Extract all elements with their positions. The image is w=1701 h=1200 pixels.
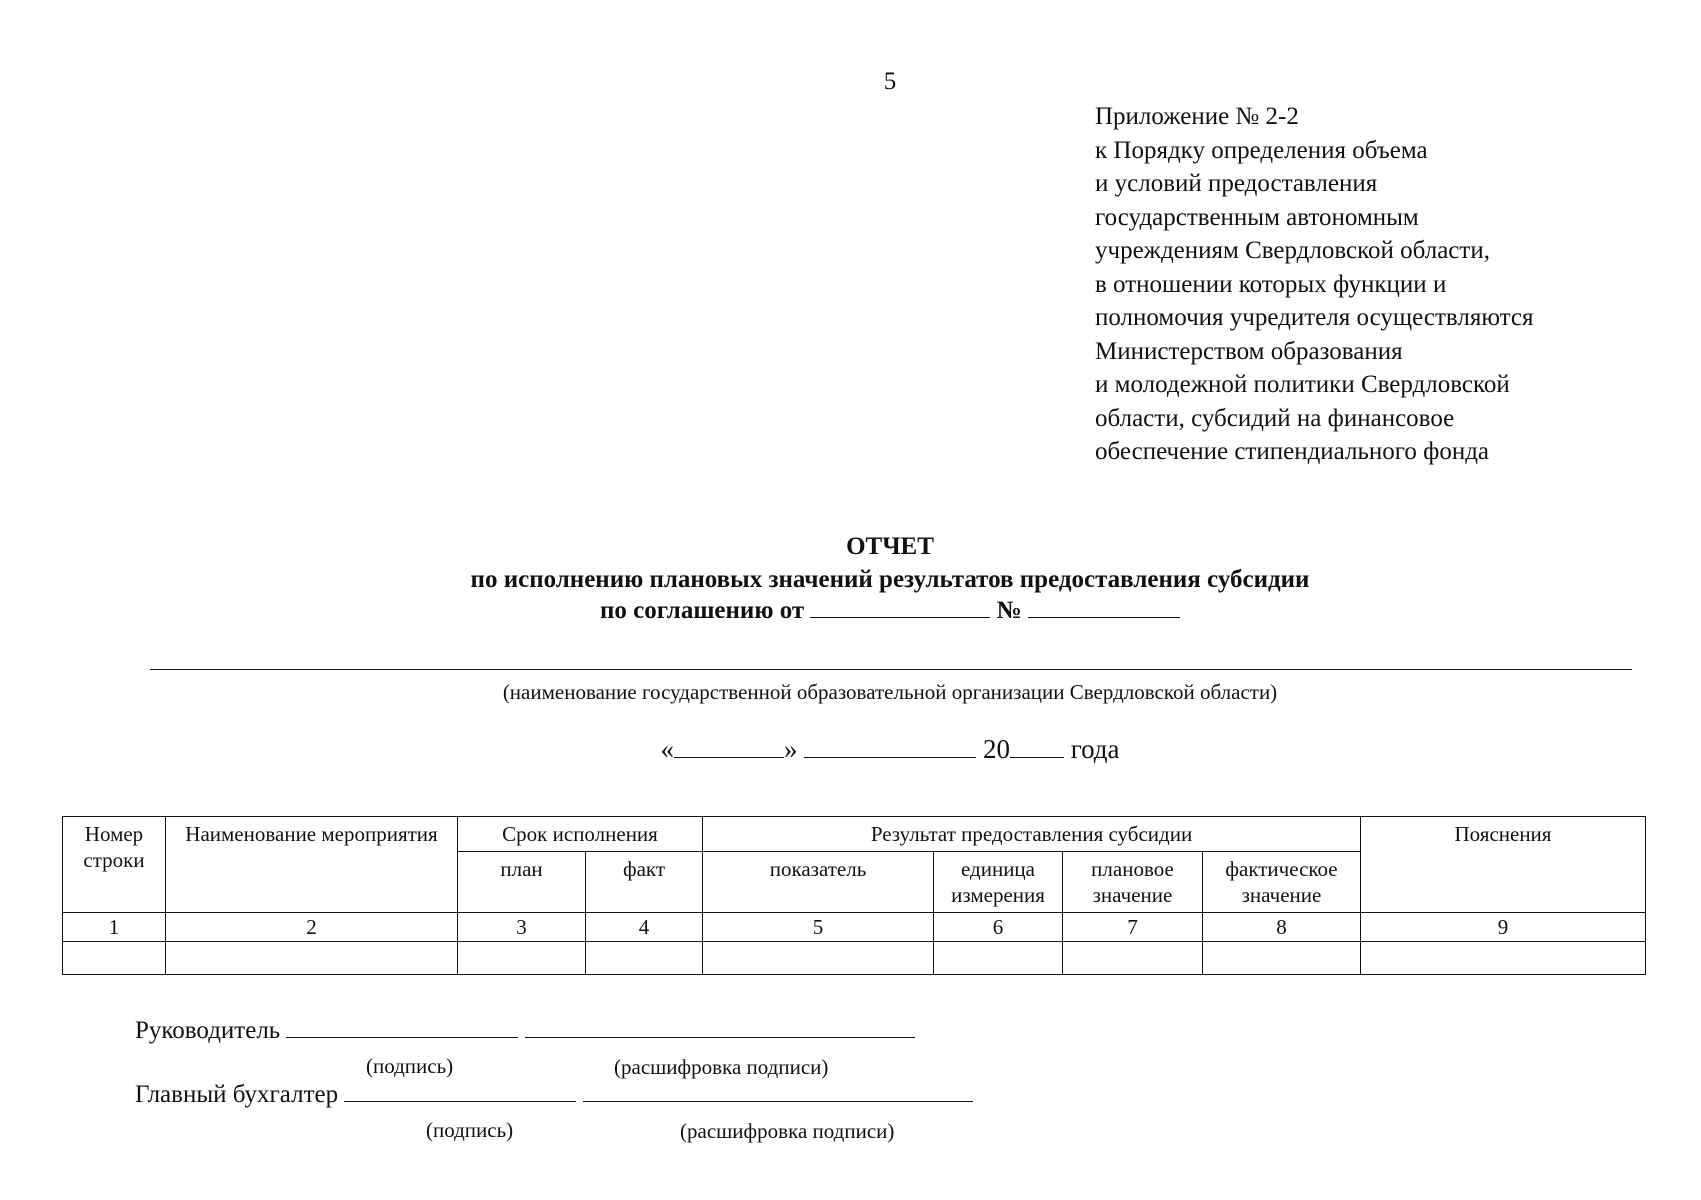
year-blank[interactable] bbox=[1010, 756, 1064, 758]
page-number: 5 bbox=[883, 68, 897, 95]
table-cell[interactable] bbox=[1361, 942, 1646, 975]
appendix-line: области, субсидий на финансовое bbox=[1095, 404, 1455, 432]
column-number: 2 bbox=[166, 913, 458, 942]
column-number: 5 bbox=[703, 913, 934, 942]
appendix-line: в отношении которых функции и bbox=[1095, 270, 1447, 298]
year-suffix: года bbox=[1070, 734, 1120, 764]
column-number: 7 bbox=[1063, 913, 1203, 942]
signature-decoding-blank[interactable] bbox=[583, 1100, 973, 1102]
signature-decoding-caption: (расшифровка подписи) bbox=[680, 1119, 895, 1143]
appendix-line: Министерством образования bbox=[1095, 337, 1403, 365]
signature-blank[interactable] bbox=[286, 1036, 518, 1038]
table-cell[interactable] bbox=[166, 942, 458, 975]
header-deadline: Срок исполнения bbox=[458, 817, 703, 852]
signature-role: Главный бухгалтер bbox=[135, 1081, 339, 1108]
appendix-line: и молодежной политики Свердловской bbox=[1095, 371, 1510, 398]
column-number: 1 bbox=[63, 913, 166, 942]
appendix-line: и условий предоставления bbox=[1095, 170, 1378, 197]
header-result: Результат предоставления субсидии bbox=[703, 817, 1361, 852]
organization-caption: (наименование государственной образовательной организации Свердловской области) bbox=[502, 680, 1278, 704]
signature-decoding-blank[interactable] bbox=[525, 1036, 915, 1038]
column-number: 3 bbox=[458, 913, 586, 942]
agreement-number-sign: № bbox=[996, 597, 1022, 624]
appendix-line: к Порядку определения объема bbox=[1095, 136, 1428, 164]
appendix-line: Приложение № 2-2 bbox=[1095, 103, 1299, 130]
header-explanations: Пояснения bbox=[1361, 817, 1646, 913]
header-planned-value: плановое значение bbox=[1063, 852, 1203, 913]
column-number-row bbox=[63, 913, 1646, 942]
signature-caption: (подпись) bbox=[426, 1118, 514, 1142]
header-unit: единица измерения bbox=[934, 852, 1063, 913]
signature-blank[interactable] bbox=[344, 1100, 576, 1102]
month-blank[interactable] bbox=[804, 756, 976, 758]
agreement-prefix: по соглашению от bbox=[599, 597, 805, 624]
table-row bbox=[63, 942, 1646, 975]
report-subtitle: по исполнению плановых значений результатов предоставления субсидии bbox=[470, 566, 1310, 593]
header-row-number: Номер строки bbox=[63, 817, 166, 913]
header-fact: факт bbox=[586, 852, 703, 913]
column-number: 9 bbox=[1361, 913, 1646, 942]
year-prefix: 20 bbox=[982, 734, 1010, 764]
table-cell[interactable] bbox=[1203, 942, 1361, 975]
header-plan: план bbox=[458, 852, 586, 913]
table-cell[interactable] bbox=[703, 942, 934, 975]
header-indicator: показатель bbox=[703, 852, 934, 913]
table-cell[interactable] bbox=[1063, 942, 1203, 975]
appendix-line: государственным автономным bbox=[1095, 203, 1419, 231]
agreement-line bbox=[0, 594, 1701, 627]
signature-caption: (подпись) bbox=[366, 1054, 454, 1078]
appendix-line: обеспечение стипендиального фонда bbox=[1095, 438, 1490, 465]
agreement-date-blank[interactable] bbox=[810, 616, 990, 618]
report-title: ОТЧЕТ bbox=[846, 533, 934, 560]
organization-name-line[interactable] bbox=[150, 669, 1632, 670]
report-date-line bbox=[0, 734, 1701, 765]
report-table bbox=[62, 816, 1646, 975]
table-cell[interactable] bbox=[934, 942, 1063, 975]
day-blank[interactable] bbox=[674, 756, 784, 758]
header-event-name: Наименование мероприятия bbox=[166, 817, 458, 913]
column-number: 4 bbox=[586, 913, 703, 942]
table-cell[interactable] bbox=[586, 942, 703, 975]
header-actual-value: фактическое значение bbox=[1203, 852, 1361, 913]
signature-role: Руководитель bbox=[135, 1017, 281, 1044]
signature-decoding-caption: (расшифровка подписи) bbox=[614, 1055, 829, 1079]
date-open-quote: « bbox=[660, 734, 674, 764]
table-header-row bbox=[63, 817, 1646, 852]
column-number: 8 bbox=[1203, 913, 1361, 942]
appendix-line: учреждениям Свердловской области, bbox=[1095, 237, 1490, 264]
signature-head bbox=[135, 1017, 915, 1045]
appendix-block bbox=[1095, 100, 1534, 469]
table-cell[interactable] bbox=[63, 942, 166, 975]
column-number: 6 bbox=[934, 913, 1063, 942]
table-cell[interactable] bbox=[458, 942, 586, 975]
agreement-number-blank[interactable] bbox=[1028, 616, 1180, 618]
appendix-line: полномочия учредителя осуществляются bbox=[1095, 304, 1534, 331]
signature-chief-accountant bbox=[135, 1081, 973, 1109]
date-close-quote: » bbox=[783, 734, 798, 764]
